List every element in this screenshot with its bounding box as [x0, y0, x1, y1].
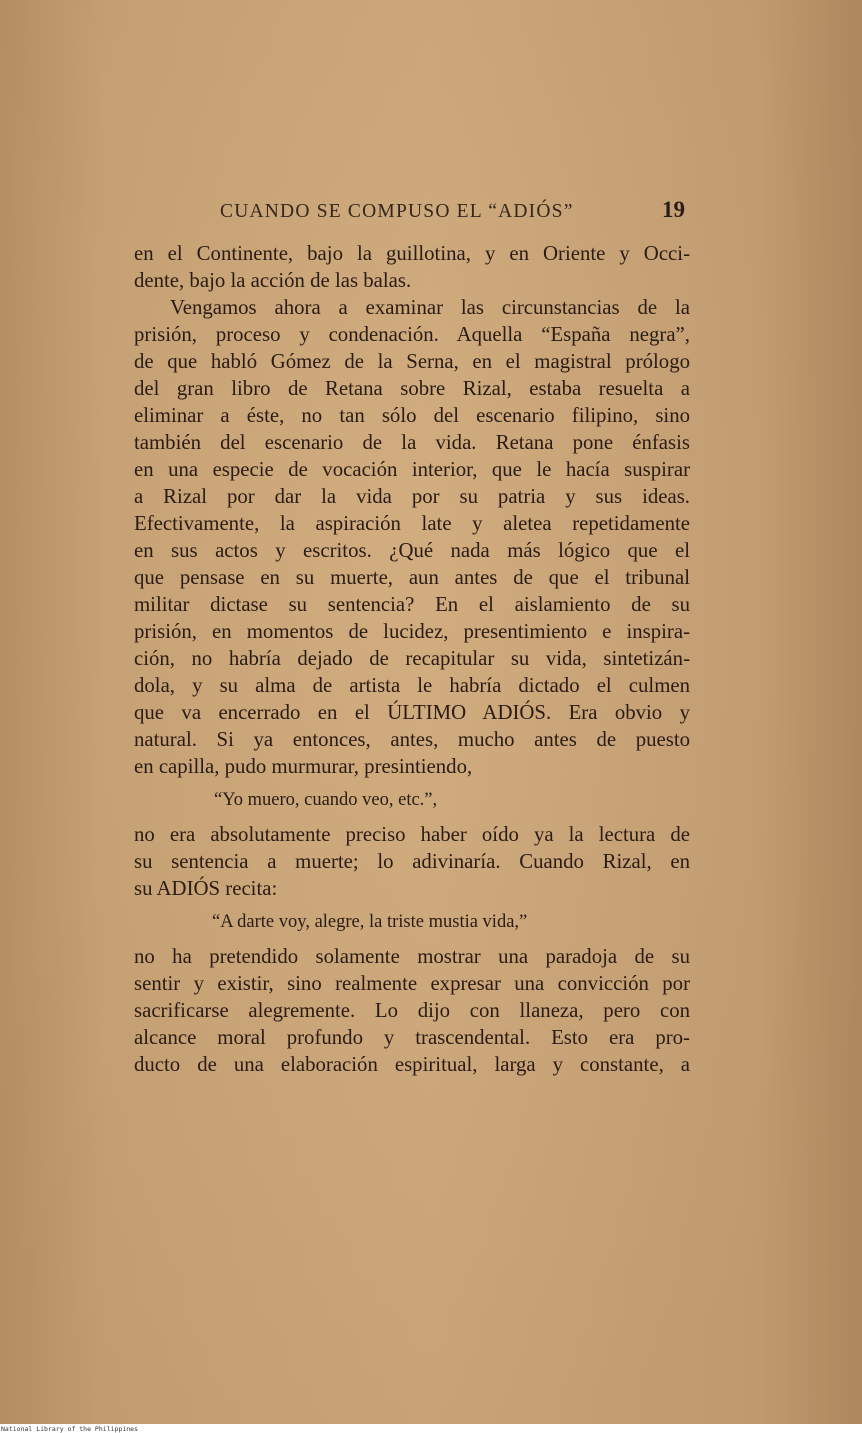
- text-line: no ha pretendido solamente mostrar una paradoja de su: [134, 945, 690, 968]
- text-line: ducto de una elaboración espiritual, larga y constante, a: [134, 1053, 690, 1076]
- text-line: alcance moral profundo y trascendental. Esto era pro-: [134, 1026, 690, 1049]
- text-line: que va encerrado en el ÚLTIMO ADIÓS. Era obvio y: [134, 701, 690, 724]
- text-line: que pensase en su muerte, aun antes de que el tribunal: [134, 566, 690, 589]
- page-header: [140, 197, 685, 229]
- verse-quote: “A darte voy, alegre, la triste mustia vida,”: [212, 912, 528, 932]
- text-line: sacrificarse alegremente. Lo dijo con llaneza, pero con: [134, 999, 690, 1022]
- text-line: en sus actos y escritos. ¿Qué nada más lógico que el: [134, 539, 690, 562]
- text-line: en capilla, pudo murmurar, presintiendo,: [134, 755, 473, 778]
- library-credit: National Library of the Philippines: [1, 1425, 138, 1433]
- text-line: de que habló Gómez de la Serna, en el magistral prólogo: [134, 350, 690, 373]
- verse-quote: “Yo muero, cuando veo, etc.”,: [214, 790, 438, 810]
- text-line: su sentencia a muerte; lo adivinaría. Cuando Rizal, en: [134, 850, 690, 873]
- text-line: militar dictase su sentencia? En el aislamiento de su: [134, 593, 690, 616]
- text-line: su ADIÓS recita:: [134, 877, 278, 900]
- text-line: prisión, proceso y condenación. Aquella “España negra”,: [134, 323, 690, 346]
- text-line: del gran libro de Retana sobre Rizal, estaba resuelta a: [134, 377, 690, 400]
- text-line: a Rizal por dar la vida por su patria y sus ideas.: [134, 485, 690, 508]
- text-line: natural. Si ya entonces, antes, mucho antes de puesto: [134, 728, 690, 751]
- text-line: ción, no habría dejado de recapitular su vida, sintetizán-: [134, 647, 690, 670]
- scan-footer: [0, 1424, 862, 1433]
- text-line: Efectivamente, la aspiración late y aletea repetidamente: [134, 512, 690, 535]
- text-line: dente, bajo la acción de las balas.: [134, 269, 412, 292]
- text-line: dola, y su alma de artista le habría dictado el culmen: [134, 674, 690, 697]
- page-number: 19: [662, 197, 685, 222]
- text-line: en el Continente, bajo la guillotina, y en Oriente y Occi-: [134, 242, 690, 265]
- running-head: CUANDO SE COMPUSO EL “ADIÓS”: [220, 201, 574, 222]
- text-line: no era absolutamente preciso haber oído ya la lectura de: [134, 823, 690, 846]
- text-line: Vengamos ahora a examinar las circunstancias de la: [170, 296, 690, 319]
- text-line: sentir y existir, sino realmente expresar una convicción por: [134, 972, 690, 995]
- text-line: en una especie de vocación interior, que le hacía suspirar: [134, 458, 690, 481]
- text-line: eliminar a éste, no tan sólo del escenario filipino, sino: [134, 404, 690, 427]
- text-line: también del escenario de la vida. Retana pone énfasis: [134, 431, 690, 454]
- text-line: prisión, en momentos de lucidez, presentimiento e inspira-: [134, 620, 690, 643]
- body-text: [134, 240, 690, 1078]
